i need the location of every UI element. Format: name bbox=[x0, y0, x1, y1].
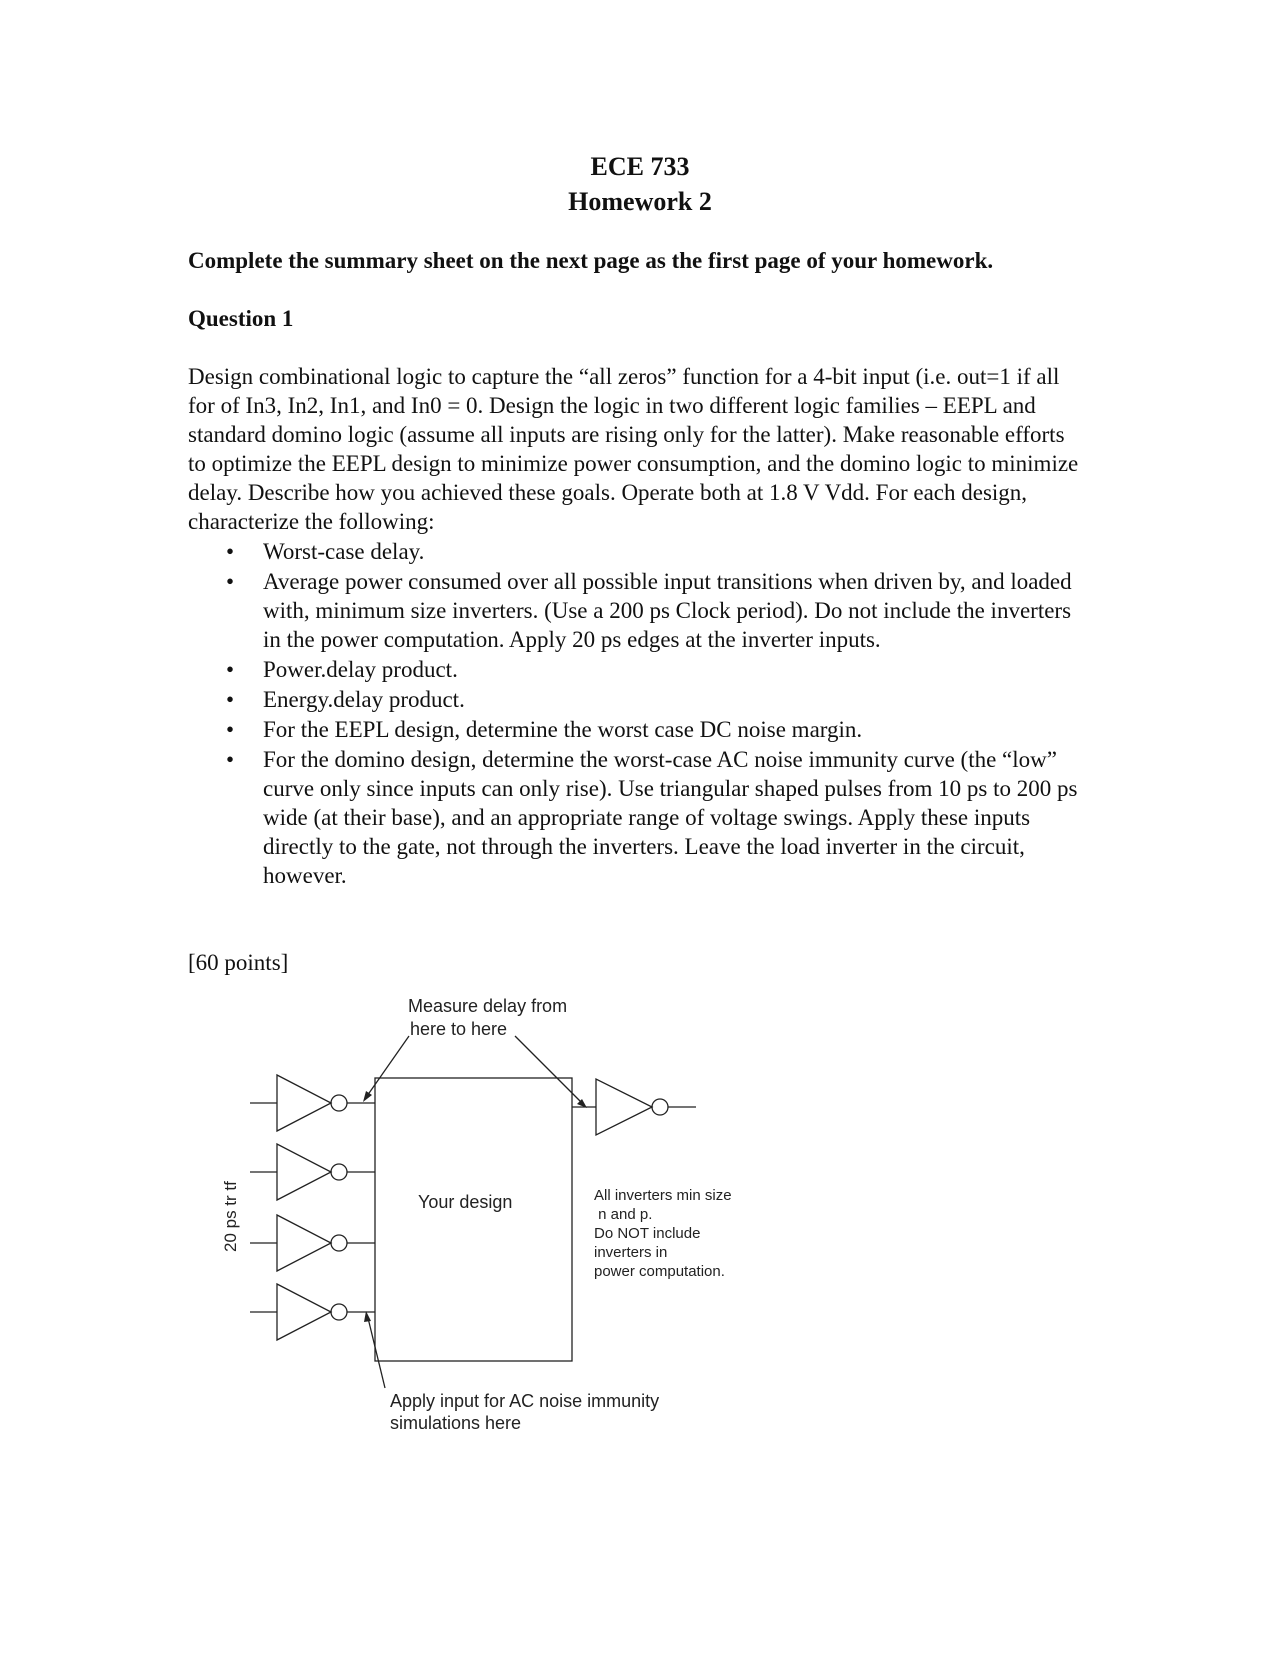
arrowhead-icon bbox=[363, 1091, 372, 1102]
design-label: Your design bbox=[418, 1192, 513, 1212]
measure-arrow-right bbox=[515, 1036, 583, 1104]
note-line-3: Do NOT include bbox=[594, 1225, 701, 1242]
list-item: • For the EEPL design, determine the worst case DC noise margin. bbox=[188, 715, 1088, 744]
points-label: [60 points] bbox=[188, 950, 289, 975]
ac-label-2: simulations here bbox=[390, 1413, 522, 1433]
input-inverter-2 bbox=[250, 1144, 375, 1200]
note-line-1: All inverters min size bbox=[594, 1187, 732, 1204]
ac-label-1: Apply input for AC noise immunity bbox=[390, 1391, 660, 1411]
note-line-4: inverters in bbox=[594, 1244, 668, 1261]
list-item: • For the domino design, determine the worst-case AC noise immunity curve (the “low” curve only since inputs can only rise). Use triangular shaped pulses from 10 ps to 200 ps wide (at their base), and an appropriate range of voltage swings. Apply these inputs directly to the gate, not through the inverters. Leave the load inverter in the circuit, however. bbox=[188, 745, 1088, 890]
list-item: • Worst-case delay. bbox=[188, 537, 1088, 566]
input-inverter-3 bbox=[250, 1215, 375, 1271]
load-inverter bbox=[572, 1079, 696, 1135]
course-title: ECE 733 bbox=[590, 152, 690, 181]
question-heading: Question 1 bbox=[188, 306, 294, 331]
list-item: • Average power consumed over all possible input transitions when driven by, and loaded with, minimum size inverters. (Use a 200 ps Clock period). Do not include the inverters in the power computation. Apply 20 ps edges at the inverter inputs. bbox=[188, 567, 1088, 654]
ac-arrow bbox=[368, 1318, 385, 1388]
measure-label-2: here to here bbox=[410, 1019, 508, 1039]
input-inverter-4 bbox=[250, 1284, 375, 1340]
list-item: • Power.delay product. bbox=[188, 655, 1088, 684]
measure-arrow-left bbox=[367, 1036, 409, 1096]
input-inverter-1 bbox=[250, 1075, 375, 1131]
design-box bbox=[375, 1078, 572, 1361]
edge-rate-label: 20 ps tr tf bbox=[221, 1181, 240, 1252]
list-item: • Energy.delay product. bbox=[188, 685, 1088, 714]
question-paragraph: Design combinational logic to capture the “all zeros” function for a 4-bit input (i.e. out=1 if all for of In3, In2, In1, and In0 = 0. Design the logic in two different logic families – EEPL and standard domino logic (assume all inputs are rising only for the latter). Make reasonable efforts to optimize the EEPL design to minimize power consumption, and the domino logic to minimize delay. Describe how you achieved these goals. Operate both at 1.8 V Vdd. For each design, characterize the following: bbox=[188, 364, 1079, 534]
measure-label-1: Measure delay from bbox=[408, 996, 568, 1016]
note-line-5: power computation. bbox=[594, 1263, 725, 1280]
summary-instruction: Complete the summary sheet on the next page as the first page of your homework. bbox=[188, 248, 994, 273]
note-line-2: n and p. bbox=[594, 1206, 653, 1223]
homework-title: Homework 2 bbox=[568, 187, 712, 216]
